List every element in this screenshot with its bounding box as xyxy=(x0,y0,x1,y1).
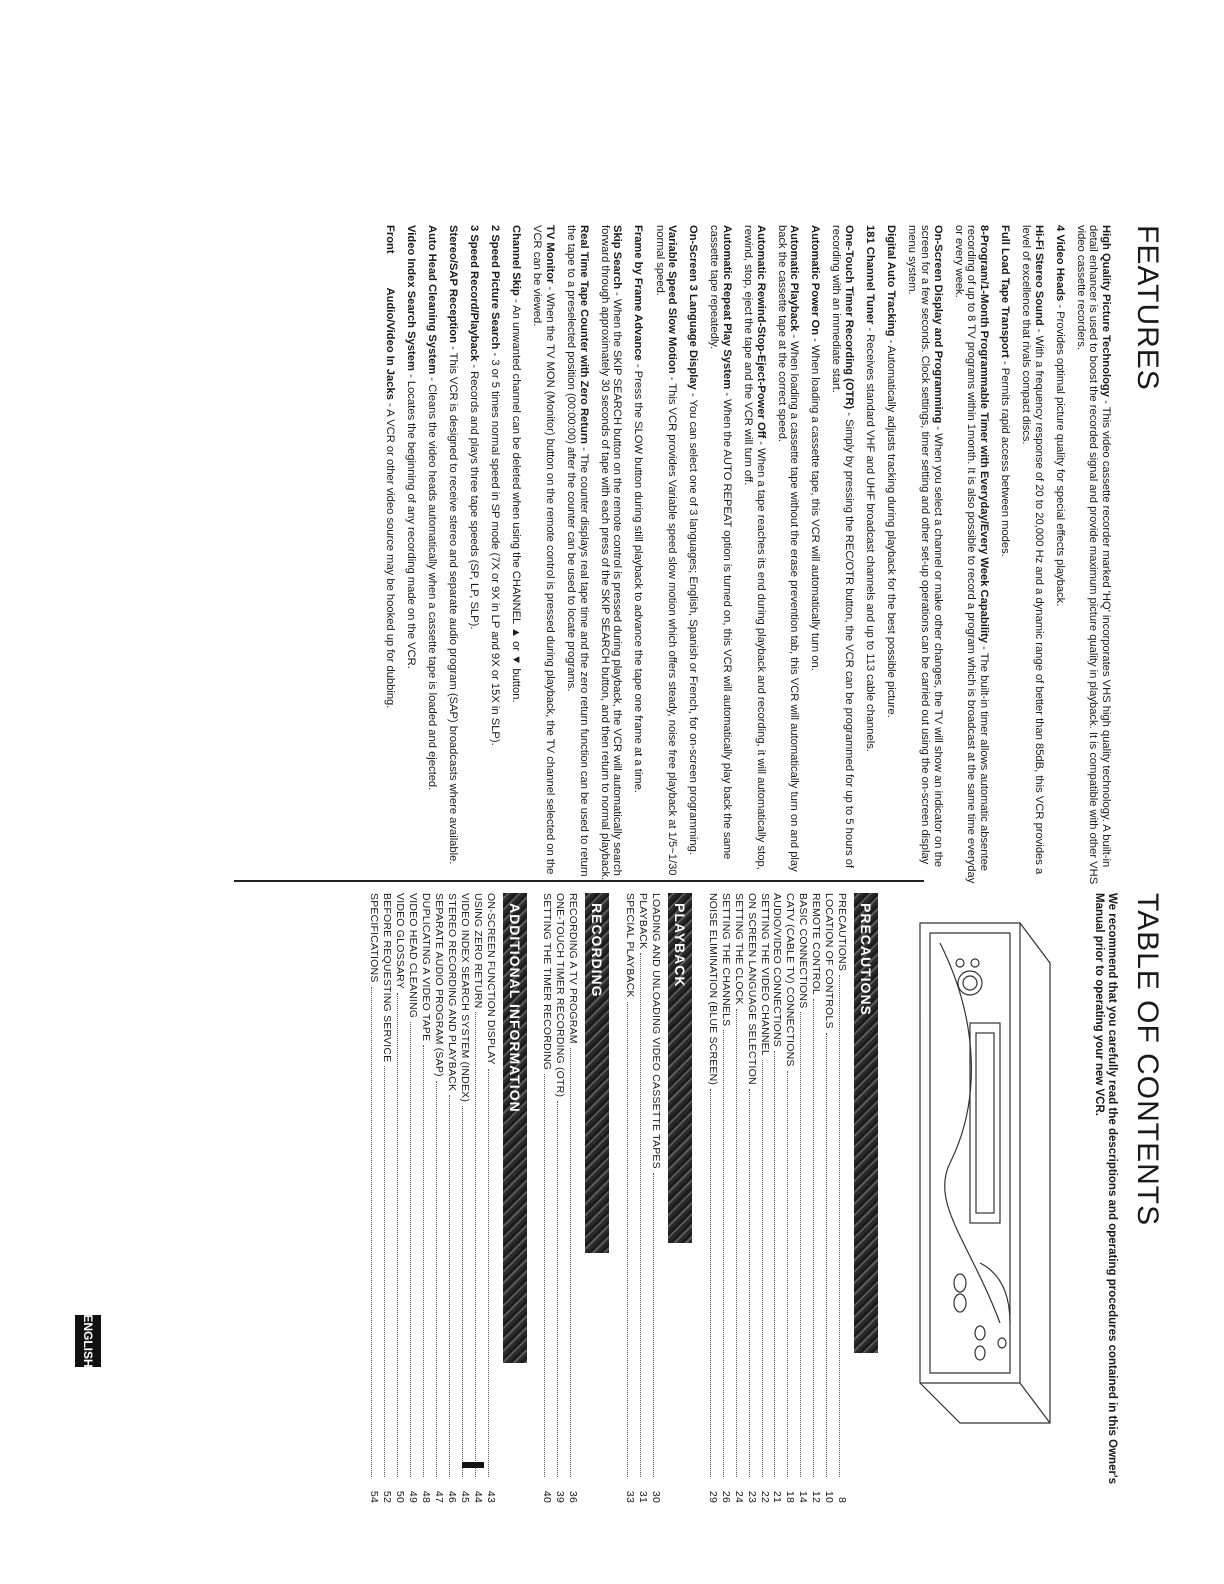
toc-entry-page: 30 xyxy=(650,1490,663,1503)
feature-item xyxy=(425,225,438,885)
toc-entry xyxy=(771,893,784,1503)
toc-entry-label: CATV (CABLE TV) CONNECTIONS xyxy=(784,893,797,1067)
feature-title: On-Screen Display and Programming xyxy=(931,225,944,424)
feature-item xyxy=(653,225,678,885)
toc-entry xyxy=(623,893,636,1503)
feature-text: - When a tape reaches its end during playback and recording, it will automatically stop, rewind, stop, eject the tape and the VCR will turn off. xyxy=(742,225,767,870)
toc-leader-dots xyxy=(762,1060,771,1477)
toc-entry-label: VIDEO GLOSSARY xyxy=(394,893,407,989)
toc-entry-label: BASIC CONNECTIONS xyxy=(797,893,810,1009)
toc-leader-dots xyxy=(813,999,822,1477)
toc-entry xyxy=(541,893,554,1503)
toc-leader-dots xyxy=(449,1095,458,1477)
toc-entry-page: 40 xyxy=(541,1490,554,1503)
feature-text: - This VCR is designed to receive stereo and separate audio program (SAP) broadcasts where available. xyxy=(447,342,460,865)
feature-item xyxy=(404,225,417,885)
feature-text: - Press the SLOW button during still playback to advance the tape one frame at a time. xyxy=(632,360,645,793)
feature-title: Automatic Repeat Play System xyxy=(720,225,733,390)
vcr-illustration xyxy=(890,903,1080,1443)
feature-text: - When loading a cassette tape without the erase prevention tab, this VCR will automatically turn on and play back the cassette tape at the correct speed. xyxy=(775,225,801,872)
feature-title: Automatic Rewind-Stop-Eject-Power Off xyxy=(754,225,767,439)
toc-entry xyxy=(432,893,445,1503)
toc-entry-label: SETTING THE TIMER RECORDING xyxy=(541,893,554,1071)
features-column xyxy=(383,225,1164,885)
feature-item xyxy=(864,225,877,885)
toc-entry-label: SETTING THE VIDEO CHANNEL xyxy=(758,893,771,1056)
feature-title: 181 Channel Tuner xyxy=(864,225,877,325)
feature-item xyxy=(565,225,590,885)
feature-item xyxy=(468,225,481,885)
front-title: Audio/Video In Jacks xyxy=(383,287,396,400)
feature-text: - Automatically adjusts tracking during playback for the best possible picture. xyxy=(885,336,898,718)
vcr-drawing xyxy=(890,903,1080,1443)
toc-entry-label: STEREO RECORDING AND PLAYBACK xyxy=(445,893,458,1092)
toc-entry-page: 23 xyxy=(745,1490,758,1503)
feature-text: - With a frequency response of 20 to 20,000 Hz and a dynamic range of better than 85dB, this VCR provides a level of excellence that rivals compact discs. xyxy=(1020,225,1045,875)
feature-list xyxy=(404,225,1112,885)
feature-title: 4 Video Heads xyxy=(1053,225,1066,302)
toc-entry xyxy=(649,893,662,1503)
feature-text: - Locates the beginning of any recording made on the VCR. xyxy=(404,370,417,669)
toc-entry xyxy=(719,893,732,1503)
feature-title: Stereo/SAP Reception xyxy=(447,225,460,343)
feature-title: TV Monitor xyxy=(544,225,556,284)
feature-item xyxy=(531,225,556,885)
toc-entry-label: SETTING THE CHANNELS xyxy=(719,893,732,1027)
features-title: FEATURES xyxy=(1131,225,1164,391)
toc-section-heading: ADDITIONAL INFORMATION xyxy=(503,893,527,1363)
toc-entry-page: 44 xyxy=(471,1490,484,1503)
feature-item xyxy=(830,225,855,885)
feature-item xyxy=(998,225,1011,885)
toc-entry-page: 12 xyxy=(810,1490,823,1503)
toc-entry-label: PRECAUTIONS xyxy=(836,893,848,972)
feature-item xyxy=(741,225,766,885)
feature-title: Hi-Fi Stereo Sound xyxy=(1032,225,1045,326)
toc-leader-dots xyxy=(640,953,649,1477)
feature-item xyxy=(1019,225,1044,885)
feature-title: 8-Program/1-Month Programmable Timer with Everyday/Every Week Capability xyxy=(977,225,990,644)
toc-entry-label: SETTING THE CLOCK xyxy=(732,893,745,1005)
toc-leader-dots xyxy=(653,1173,662,1477)
toc-leader-dots xyxy=(436,1081,445,1477)
feature-item xyxy=(708,225,733,885)
feature-title: Channel Skip xyxy=(510,225,523,296)
feature-text: - When loading a cassette tape, this VCR will automatically turn on. xyxy=(809,335,822,671)
toc-column xyxy=(358,893,1164,1503)
feature-text: - The counter displays real tape time and the zero return function can be used to return the tape to a preselected position (00:00:00) after the counter can be used to locate programs. xyxy=(565,225,590,877)
toc-entry-label: SEPARATE AUDIO PROGRAM (SAP) xyxy=(432,893,445,1077)
toc-entry-page: 33 xyxy=(624,1490,637,1503)
feature-text: - When you select a channel or make other changes, the TV will show an indicator on the screen for a few seconds. Clock settings, timer setting and other set-up operations can be carried out using the on-screen display menu system. xyxy=(906,225,944,868)
feature-title: Frame by Frame Advance xyxy=(632,225,645,361)
toc-leader-dots xyxy=(723,1030,732,1477)
toc-entry-label: LOADING AND UNLOADING VIDEO CASSETTE TAPES xyxy=(650,893,663,1169)
feature-text: - Simply by pressing the REC/OTR button, the VCR can be programmed for up to 5 hours of recording with an immediate start. xyxy=(830,225,856,869)
toc-entry-page: 43 xyxy=(484,1490,497,1503)
toc-entry-page: 48 xyxy=(420,1490,433,1503)
toc-entry-label: VIDEO INDEX SEARCH SYSTEM (INDEX) xyxy=(458,893,471,1103)
toc-entry-page: 39 xyxy=(554,1490,567,1503)
toc-entry xyxy=(566,893,579,1503)
toc-entry-label: SPECIAL PLAYBACK xyxy=(624,893,637,998)
toc-entry xyxy=(732,893,745,1503)
feature-item xyxy=(809,225,822,885)
toc-entry-page: 36 xyxy=(567,1490,580,1503)
toc-leader-dots xyxy=(410,1022,419,1477)
toc-section xyxy=(706,893,882,1503)
feature-title: Automatic Playback xyxy=(788,225,801,332)
feature-text: - When the SKIP SEARCH button on the remote control is pressed during playback, the VCR will automatically search forward through approximately 30 seconds of tape with each press of the SKIP SEARCH button, and then return to normal playback. xyxy=(598,225,624,881)
toc-entry-page: 50 xyxy=(394,1490,407,1503)
toc-entry xyxy=(783,893,796,1503)
feature-item xyxy=(687,225,700,885)
toc-entry-label: DUPLICATING A VIDEO TAPE xyxy=(420,893,433,1042)
toc-entry xyxy=(471,893,484,1503)
feature-text: - Permits rapid access between modes. xyxy=(998,357,1011,557)
toc-leader-dots xyxy=(749,1089,758,1477)
toc-entry xyxy=(458,893,471,1503)
toc-entry-label: REMOTE CONTROL xyxy=(810,893,823,995)
feature-item xyxy=(489,225,502,885)
toc-entry xyxy=(745,893,758,1503)
feature-text: - Receives standard VHF and UHF broadcast channels and up to 113 cable channels. xyxy=(864,324,877,752)
toc-leader-dots xyxy=(423,1045,432,1477)
toc-entry-label: VIDEO HEAD CLEANING xyxy=(407,893,420,1019)
feature-title: Skip Search xyxy=(611,225,624,290)
toc-entry xyxy=(822,893,835,1503)
feature-title: High Quality Picture Technology xyxy=(1100,225,1112,397)
toc-leader-dots xyxy=(462,1106,471,1477)
toc-entry-page: 14 xyxy=(797,1490,810,1503)
toc-entry-page: 24 xyxy=(732,1490,745,1503)
toc-entry-page: 31 xyxy=(637,1490,650,1503)
toc-section-heading: PLAYBACK xyxy=(668,893,692,1243)
feature-title: On-Screen 3 Language Display xyxy=(687,225,700,390)
toc-section xyxy=(623,893,696,1503)
toc-entry-label: ON SCREEN LANGUAGE SELECTION xyxy=(745,893,758,1085)
column-divider xyxy=(234,880,924,882)
feature-text: - An unwanted channel can be deleted when using the CHANNEL ▲ or ▼ button. xyxy=(510,295,523,703)
toc-entry-page: 18 xyxy=(784,1490,797,1503)
feature-text: - You can select one of 3 languages; English, Spanish or French, for on-screen programming. xyxy=(687,389,700,855)
toc-entry-page: 10 xyxy=(823,1490,836,1503)
feature-title: Auto Head Cleaning System xyxy=(425,225,438,375)
toc-entry xyxy=(835,893,848,1503)
toc-leader-dots xyxy=(787,1071,796,1477)
toc-section xyxy=(368,893,531,1503)
feature-text: - Cleans the video heads automatically when a cassette tape is loaded and ejected. xyxy=(425,374,438,791)
toc-entry-page: 45 xyxy=(458,1490,471,1503)
feature-text: - When the AUTO REPEAT option is turned on, this VCR will automatically play back the same cassette tape repeatedly. xyxy=(708,225,733,860)
toc-entry-label: ONE-TOUCH TIMER RECORDING (OTR) xyxy=(554,893,567,1098)
toc-entry-label: BEFORE REQUESTING SERVICE xyxy=(381,893,394,1063)
feature-item xyxy=(510,225,523,885)
toc-leader-dots xyxy=(475,1012,484,1477)
feature-title: Automatic Power On xyxy=(809,225,822,336)
toc-entry-label: SPECIFICATIONS xyxy=(368,893,381,983)
toc-leader-dots xyxy=(371,987,380,1477)
toc-title: TABLE OF CONTENTS xyxy=(1131,893,1164,1227)
toc-entry xyxy=(636,893,649,1503)
feature-title: Video Index Search System xyxy=(404,225,417,371)
feature-title: One-Touch Timer Recording (OTR) xyxy=(843,225,856,410)
feature-text: - This VCR provides Variable speed slow motion which offers steady, noise free playback at 1/5~1/30 normal speed. xyxy=(653,225,679,876)
toc-leader-dots xyxy=(557,1101,566,1477)
toc-entry xyxy=(484,893,497,1503)
feature-text: - Provides optimal picture quality for special effects playback. xyxy=(1053,301,1066,607)
feature-title: 2 Speed Picture Search xyxy=(489,225,502,350)
feature-item xyxy=(1074,225,1112,885)
toc-section-heading: RECORDING xyxy=(585,893,609,1253)
toc-entry xyxy=(809,893,822,1503)
feature-title: Digital Auto Tracking xyxy=(885,225,898,337)
toc-section-heading: PRECAUTIONS xyxy=(854,893,878,1353)
toc-leader-dots xyxy=(627,1002,636,1477)
toc-leader-dots xyxy=(839,975,848,1477)
toc-entry-label: NOISE ELIMINATION (BLUE SCREEN) xyxy=(706,893,719,1086)
feature-text: - Records and plays three tape speeds (SP, LP, SLP). xyxy=(468,361,481,630)
toc-entry xyxy=(393,893,406,1503)
toc-entry xyxy=(758,893,771,1503)
feature-title: Variable Speed Slow Motion xyxy=(666,225,679,374)
feature-item xyxy=(885,225,898,885)
toc-entry-page: 22 xyxy=(758,1490,771,1503)
toc-entry-page: 52 xyxy=(381,1490,394,1503)
toc-entry-label: PLAYBACK xyxy=(637,893,650,950)
feature-front-jacks xyxy=(383,225,396,885)
toc-entry xyxy=(445,893,458,1503)
toc-entry xyxy=(796,893,809,1503)
toc-leader-dots xyxy=(826,1033,835,1477)
feature-item xyxy=(598,225,623,885)
toc-entry-label: USING ZERO RETURN xyxy=(471,893,484,1009)
toc-entry-page: 46 xyxy=(445,1490,458,1503)
feature-item xyxy=(906,225,944,885)
toc-entry-page: 8 xyxy=(836,1496,848,1503)
toc-entry xyxy=(406,893,419,1503)
toc-entry-label: AUDIO/VIDEO CONNECTIONS xyxy=(771,893,784,1047)
toc-intro: We recommend that you carefully read the descriptions and operating procedures contained in this Owner's Manual prior to operating your new VCR. xyxy=(1093,893,1118,1485)
toc-entry-page: 54 xyxy=(368,1490,381,1503)
toc-leader-dots xyxy=(570,1048,579,1477)
toc-entry-page: 26 xyxy=(719,1490,732,1503)
toc-sections xyxy=(368,893,882,1503)
toc-entry-label: RECORDING A TV PROGRAM xyxy=(567,893,580,1044)
toc-entry-page: 49 xyxy=(407,1490,420,1503)
toc-entry-label: LOCATION OF CONTROLS xyxy=(823,893,836,1029)
feature-item xyxy=(952,225,990,885)
toc-leader-dots xyxy=(397,993,406,1477)
language-badge xyxy=(75,1315,101,1367)
front-label: Front xyxy=(383,225,396,254)
feature-item xyxy=(1053,225,1066,885)
feature-title: Real Time Tape Counter with Zero Return xyxy=(577,225,590,445)
toc-leader-dots xyxy=(800,1012,809,1477)
toc-leader-dots xyxy=(384,1066,393,1477)
front-text: - A VCR or other video source may be hooked up for dubbing. xyxy=(383,399,396,709)
toc-leader-dots xyxy=(488,1069,497,1477)
toc-entry xyxy=(419,893,432,1503)
toc-entry-page: 29 xyxy=(706,1490,719,1503)
toc-leader-dots xyxy=(710,1089,719,1477)
feature-text: - 3 or 5 times normal speed in SP mode (7X or 9X in LP and 9X or 15X in SLP). xyxy=(489,349,502,746)
toc-entry xyxy=(380,893,393,1503)
toc-entry-label: ON-SCREEN FUNCTION DISPLAY xyxy=(484,893,497,1065)
language-badge-label: ENGLISH xyxy=(81,1314,95,1368)
toc-entry xyxy=(706,893,719,1503)
toc-leader-dots xyxy=(774,1051,783,1477)
feature-title: Full Load Tape Transport xyxy=(998,225,1011,358)
feature-item xyxy=(775,225,800,885)
margin-tick-mark xyxy=(462,1462,484,1468)
toc-entry xyxy=(554,893,567,1503)
toc-section xyxy=(541,893,614,1503)
feature-item xyxy=(632,225,645,885)
feature-text: - This video cassette recorder marked 'HQ' incorporates VHS high quality technology. A built-in detail enhancer is used to boost the recorded signal and provide maximum picture quality in playback. It is compatible with other VHS video cassette recorders. xyxy=(1074,225,1112,885)
feature-text: - The built-in timer allows automatic absentee recording of up to 8 TV programs within 1month. It is also possible to record a program which is broadcast at the same time everyday or every week. xyxy=(952,225,990,884)
feature-item xyxy=(446,225,459,885)
toc-leader-dots xyxy=(545,1074,554,1477)
toc-entry-page: 21 xyxy=(771,1490,784,1503)
toc-leader-dots xyxy=(736,1009,745,1477)
feature-text: - When the TV MON (Monitor) button on the remote control is pressed during playback, the TV channel selected on the VCR can be viewed. xyxy=(531,225,556,875)
feature-title: 3 Speed Record/Playback xyxy=(468,225,481,362)
toc-entry-page: 47 xyxy=(432,1490,445,1503)
toc-entry xyxy=(368,893,381,1503)
